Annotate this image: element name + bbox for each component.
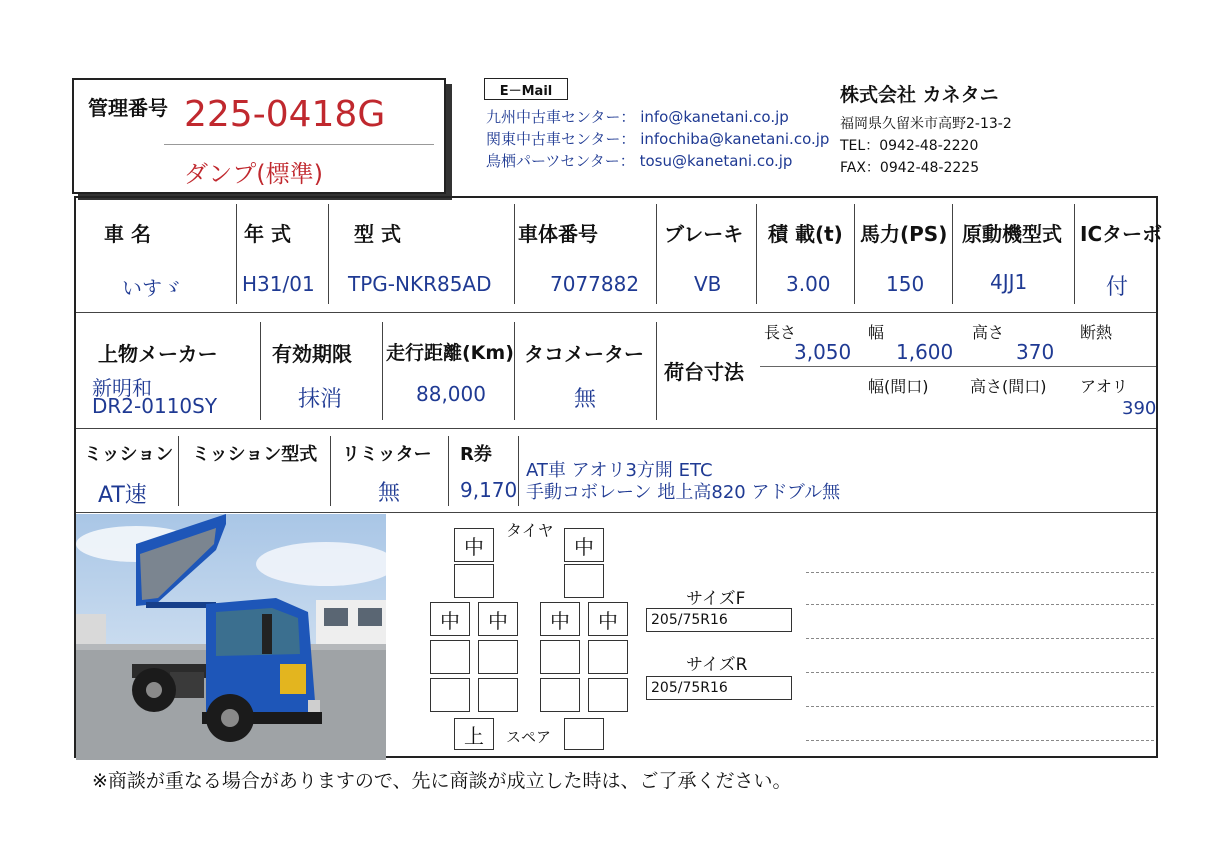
header-ic-turbo: ICターボ bbox=[1080, 222, 1163, 246]
value-r-ken: 9,170 bbox=[460, 478, 518, 502]
mgmt-divider bbox=[164, 144, 434, 145]
tire-front-right: 中 bbox=[564, 528, 604, 562]
value-model: TPG-NKR85AD bbox=[348, 272, 492, 296]
company-tel: TEL：0942-48-2220 bbox=[840, 138, 979, 154]
header-year: 年 式 bbox=[244, 222, 291, 246]
value-year: H31/01 bbox=[242, 272, 315, 296]
size-f-label: サイズF bbox=[686, 589, 746, 609]
note-line bbox=[806, 572, 1154, 573]
truck-photo bbox=[76, 514, 386, 760]
header-mission: ミッション bbox=[84, 444, 174, 465]
value-chassis-number: 7077882 bbox=[550, 272, 640, 296]
header-mission-type: ミッション型式 bbox=[192, 444, 318, 465]
height-label: 高さ bbox=[972, 323, 1005, 342]
email-center: 鳥栖パーツセンター： bbox=[486, 152, 635, 170]
email-address[interactable]: info@kanetani.co.jp bbox=[640, 108, 789, 126]
value-width: 1,600 bbox=[896, 340, 954, 364]
value-tachometer: 無 bbox=[574, 387, 597, 412]
bed-dimension-label: 荷台寸法 bbox=[664, 360, 744, 384]
mgmt-number: 225-0418G bbox=[184, 94, 386, 135]
header-horsepower: 馬力(PS) bbox=[860, 222, 948, 246]
tire-blank bbox=[588, 640, 628, 674]
size-r-value: 205/75R16 bbox=[651, 680, 728, 696]
tire-blank bbox=[430, 640, 470, 674]
size-f-value: 205/75R16 bbox=[651, 612, 728, 628]
col-divider bbox=[1074, 204, 1075, 304]
col-divider bbox=[656, 322, 657, 420]
col-divider bbox=[756, 204, 757, 304]
row-divider bbox=[76, 312, 1156, 313]
body-type: ダンプ(標準) bbox=[184, 160, 323, 188]
note-line bbox=[806, 672, 1154, 673]
col-divider bbox=[236, 204, 237, 304]
company-block bbox=[840, 80, 1012, 179]
value-body-model: DR2-0110SY bbox=[92, 394, 218, 418]
value-mileage: 88,000 bbox=[416, 382, 486, 406]
value-ic-turbo: 付 bbox=[1106, 275, 1129, 300]
header-chassis-number: 車体番号 bbox=[518, 222, 598, 246]
truck-photo-svg bbox=[76, 514, 386, 760]
value-body-maker: 新明和 bbox=[92, 376, 152, 400]
row-divider bbox=[76, 428, 1156, 429]
value-load: 3.00 bbox=[786, 272, 831, 296]
email-list bbox=[486, 106, 829, 172]
note-line bbox=[806, 604, 1154, 605]
col-divider bbox=[518, 436, 519, 506]
footer-note: ※商談が重なる場合がありますので、先に商談が成立した時は、ご了承ください。 bbox=[92, 770, 792, 792]
tire-blank bbox=[478, 640, 518, 674]
notes-line-2: 手動コボレーン 地上高820 アドブル無 bbox=[526, 482, 841, 503]
col-divider bbox=[854, 204, 855, 304]
header-limiter: リミッター bbox=[342, 444, 432, 465]
value-brake: VB bbox=[694, 272, 722, 296]
col-divider bbox=[656, 204, 657, 304]
width-label: 幅 bbox=[868, 323, 885, 342]
note-line bbox=[806, 706, 1154, 707]
email-label: E－Mail bbox=[499, 83, 553, 99]
email-row bbox=[486, 106, 829, 128]
width-opening-label: 幅(間口) bbox=[868, 377, 929, 396]
company-fax: FAX：0942-48-2225 bbox=[840, 160, 980, 176]
header-tachometer: タコメーター bbox=[524, 342, 644, 366]
email-row bbox=[486, 150, 829, 172]
value-car-name: いすゞ bbox=[122, 276, 182, 300]
tire-blank bbox=[540, 640, 580, 674]
email-address[interactable]: infochiba@kanetani.co.jp bbox=[640, 130, 830, 148]
length-label: 長さ bbox=[764, 323, 797, 342]
col-divider bbox=[448, 436, 449, 506]
tire-rear-left-inner: 中 bbox=[478, 602, 518, 636]
col-divider bbox=[952, 204, 953, 304]
header-expiry: 有効期限 bbox=[272, 342, 352, 366]
row-divider bbox=[76, 512, 1156, 513]
aori-label: アオリ bbox=[1080, 377, 1128, 396]
management-box bbox=[72, 78, 446, 194]
tire-spare: 上 bbox=[454, 718, 494, 750]
company-address: 福岡県久留米市高野2-13-2 bbox=[840, 116, 1012, 132]
size-f-box bbox=[646, 608, 792, 632]
tire-front-left-blank bbox=[454, 564, 494, 598]
company-name: 株式会社 カネタニ bbox=[840, 84, 999, 106]
tire-front-left: 中 bbox=[454, 528, 494, 562]
email-row bbox=[486, 128, 829, 150]
col-divider bbox=[178, 436, 179, 506]
value-horsepower: 150 bbox=[886, 272, 925, 296]
tire-blank bbox=[430, 678, 470, 712]
header-engine-type: 原動機型式 bbox=[962, 222, 1062, 246]
tire-blank bbox=[540, 678, 580, 712]
value-limiter: 無 bbox=[378, 481, 401, 506]
col-divider bbox=[330, 436, 331, 506]
value-height: 370 bbox=[1016, 340, 1055, 364]
value-engine-type: 4JJ1 bbox=[990, 270, 1028, 294]
tire-rear-right-inner: 中 bbox=[540, 602, 580, 636]
tire-label: タイヤ bbox=[506, 521, 554, 540]
email-address[interactable]: tosu@kanetani.co.jp bbox=[639, 152, 793, 170]
col-divider bbox=[514, 322, 515, 420]
tire-front-right-blank bbox=[564, 564, 604, 598]
header-car-name: 車 名 bbox=[104, 222, 151, 246]
size-r-box bbox=[646, 676, 792, 700]
header-r-ken: R券 bbox=[460, 444, 492, 465]
header-model: 型 式 bbox=[354, 222, 401, 246]
note-line bbox=[806, 638, 1154, 639]
note-line bbox=[806, 740, 1154, 741]
notes-line-1: AT車 アオリ3方開 ETC bbox=[526, 460, 713, 481]
email-center: 関東中古車センター： bbox=[486, 130, 636, 148]
email-label-box bbox=[484, 78, 568, 100]
value-length: 3,050 bbox=[794, 340, 852, 364]
value-expiry: 抹消 bbox=[298, 387, 343, 412]
tire-spare-blank bbox=[564, 718, 604, 750]
header-load: 積 載(t) bbox=[768, 222, 843, 246]
tire-blank bbox=[478, 678, 518, 712]
insulation-label: 断熱 bbox=[1080, 323, 1113, 342]
mgmt-label: 管理番号 bbox=[88, 96, 168, 120]
tire-rear-left-outer: 中 bbox=[430, 602, 470, 636]
header-brake: ブレーキ bbox=[664, 222, 744, 246]
header-body-maker: 上物メーカー bbox=[98, 342, 218, 366]
col-divider bbox=[328, 204, 329, 304]
value-mission: AT速 bbox=[98, 483, 147, 508]
size-r-label: サイズR bbox=[686, 655, 748, 675]
height-opening-label: 高さ(間口) bbox=[970, 377, 1047, 396]
tire-blank bbox=[588, 678, 628, 712]
col-divider bbox=[260, 322, 261, 420]
email-center: 九州中古車センター： bbox=[486, 108, 636, 126]
spare-label: スペア bbox=[506, 728, 552, 746]
value-aori: 390 bbox=[1122, 398, 1157, 419]
tire-rear-right-outer: 中 bbox=[588, 602, 628, 636]
col-divider bbox=[514, 204, 515, 304]
header-mileage: 走行距離(Km) bbox=[386, 342, 514, 364]
col-divider bbox=[382, 322, 383, 420]
bed-divider bbox=[760, 366, 1156, 367]
